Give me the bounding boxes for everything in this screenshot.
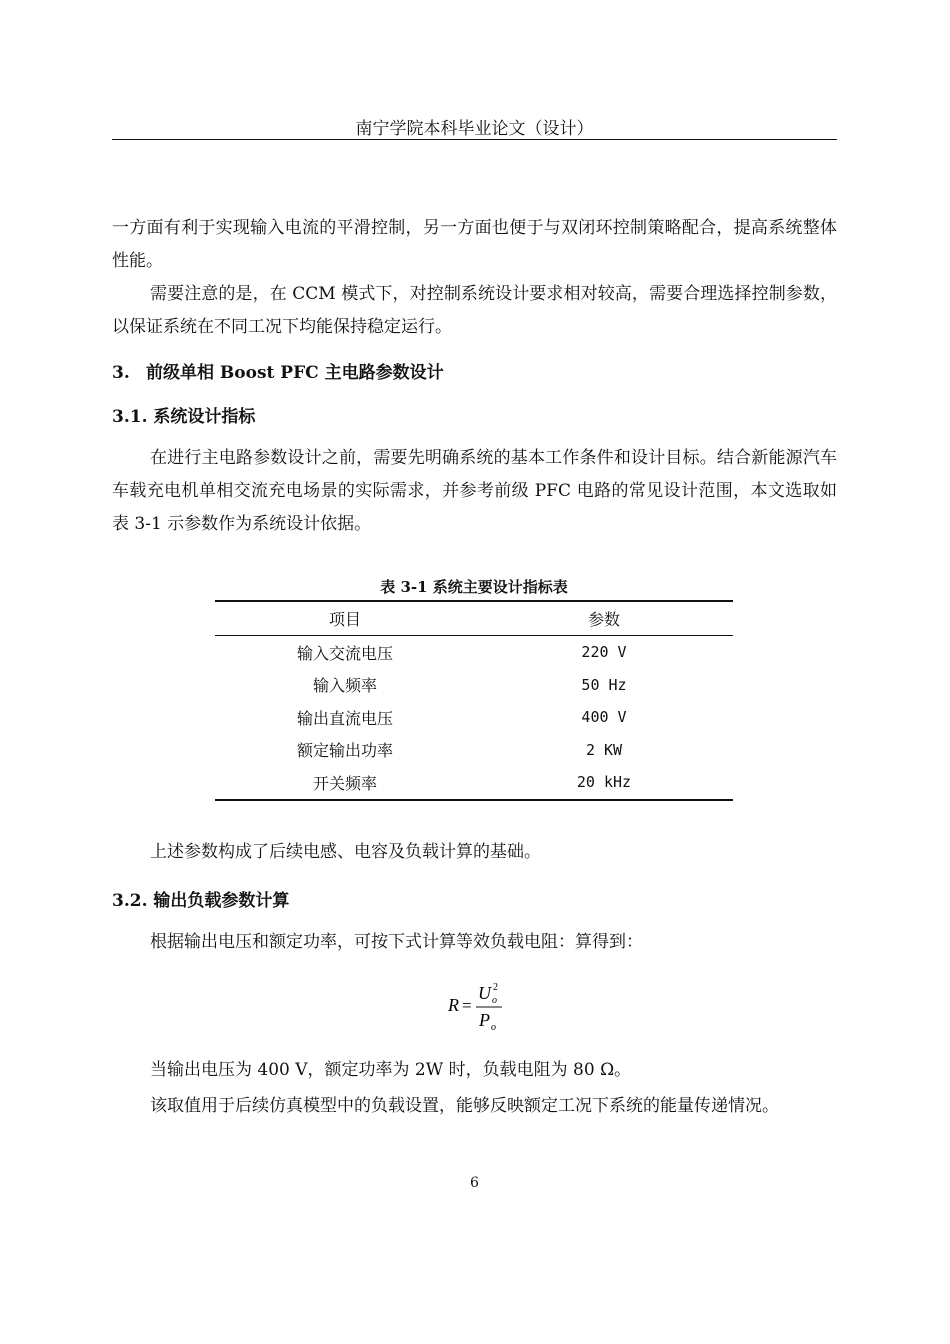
formula-denominator: P [479, 1010, 490, 1030]
section-3-1-heading: 3.1. 系统设计指标 [112, 407, 256, 427]
table-cell-value: 400 V [581, 708, 627, 727]
formula-numerator-sub: o [492, 995, 497, 1006]
paragraph-parameters-basis: 上述参数构成了后续电感、电容及负载计算的基础。 [150, 842, 541, 862]
header-divider [112, 139, 837, 140]
table-header-value: 参数 [475, 601, 733, 636]
table-caption: 表 3-1 系统主要设计指标表 [380, 578, 568, 596]
table-cell-item: 额定输出功率 [296, 741, 393, 761]
table-header-item: 项目 [215, 601, 475, 636]
section-3-title: 前级单相 Boost PFC 主电路参数设计 [146, 363, 444, 383]
section-3-number: 3. [112, 363, 130, 383]
paragraph-load-result: 当输出电压为 400 V，额定功率为 2W 时，负载电阻为 80 Ω。 [150, 1060, 632, 1080]
paragraph-load-formula-intro: 根据输出电压和额定功率，可按下式计算等效负载电阻：算得到： [150, 932, 643, 952]
table-cell-value: 220 V [581, 643, 627, 662]
table-cell-item: 输入交流电压 [296, 643, 393, 663]
table-row [215, 734, 733, 767]
paragraph-ccm-note: 需要注意的是，在 CCM 模式下，对控制系统设计要求相对较高，需要合理选择控制参数，以保证系统在不同工况下均能保持稳定运行。 [112, 284, 837, 337]
table-row [215, 669, 733, 702]
table-cell-item: 开关频率 [215, 766, 475, 800]
table-row [215, 766, 733, 800]
formula-numerator: U [478, 983, 491, 1003]
table-cell-value: 20 kHz [475, 766, 733, 800]
page-header-title: 南宁学院本科毕业论文（设计） [355, 119, 594, 139]
table-cell-item: 输入频率 [312, 676, 377, 696]
table-row [215, 701, 733, 734]
formula-numerator-sup: 2 [493, 982, 498, 993]
page-number: 6 [470, 1175, 479, 1191]
table-cell-item: 输出直流电压 [296, 708, 393, 728]
section-3-2-heading: 3.2. 输出负载参数计算 [112, 891, 290, 911]
table-row [215, 636, 733, 669]
load-resistance-formula [448, 980, 508, 1032]
paragraph-load-usage: 该取值用于后续仿真模型中的负载设置，能够反映额定工况下系统的能量传递情况。 [150, 1096, 779, 1116]
paragraph-continuation: 一方面有利于实现输入电流的平滑控制，另一方面也便于与双闭环控制策略配合，提高系统整体性能。 [112, 218, 837, 271]
section-3-heading [112, 358, 444, 383]
formula-lhs: R [448, 995, 459, 1015]
formula-denominator-sub: o [491, 1022, 496, 1032]
table-cell-value: 50 Hz [581, 675, 627, 694]
table-header-row [215, 601, 733, 636]
design-spec-table [215, 600, 733, 801]
paragraph-design-targets: 在进行主电路参数设计之前，需要先明确系统的基本工作条件和设计目标。结合新能源汽车车载充电机单相交流充电场景的实际需求，并参考前级 PFC 电路的常见设计范围，本文选取如表 3-1 示参数作为系统设计依据。 [112, 448, 837, 534]
table-cell-value: 2 KW [585, 740, 623, 759]
formula-equals: = [462, 996, 472, 1015]
